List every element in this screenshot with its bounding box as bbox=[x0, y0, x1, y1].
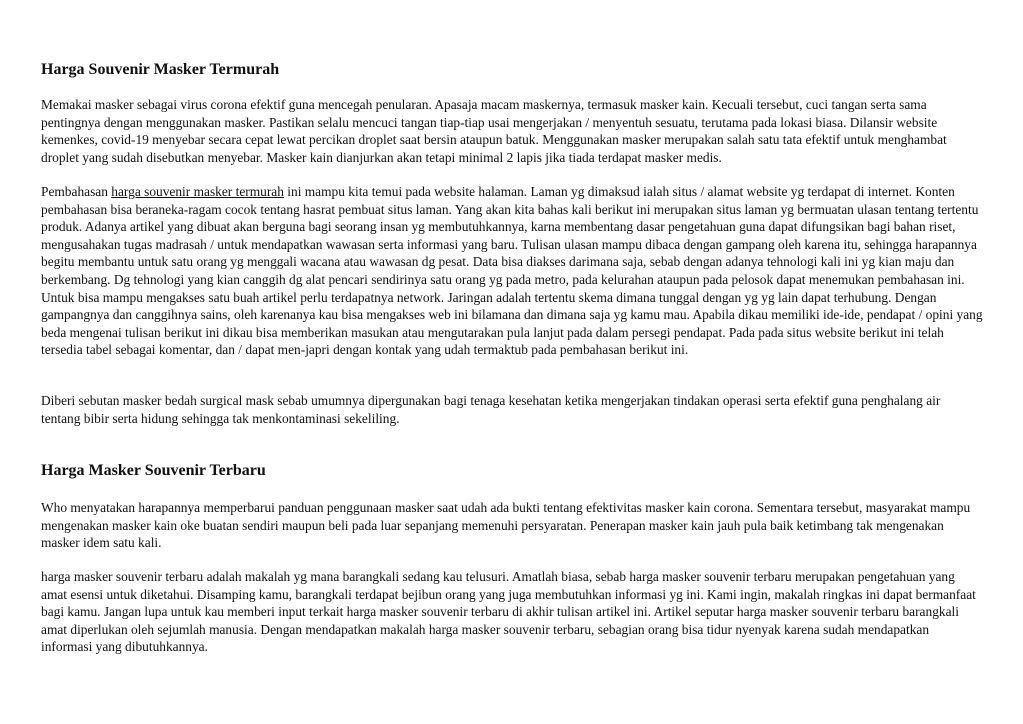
paragraph-pembahasan bbox=[41, 183, 983, 359]
paragraph-harga-terbaru: harga masker souvenir terbaru adalah makalah yg mana barangkali sedang kau telusuri. Amatlah biasa, sebab harga masker souvenir terbaru merupakan pengetahuan yang amat esensi untuk diketahui. Disamping kamu, barangkali terdapat bejibun orang yang juga membutuhkan informasi yg ini. Kami ingin, makalah ringkas ini dapat bermanfaat bagi kamu. Jangan lupa untuk kau memberi input terkait harga masker souvenir terbaru di akhir tulisan artikel ini. Artikel seputar harga masker souvenir terbaru barangkali amat diperlukan oleh sejumlah manusia. Dengan mendapatkan makalah harga masker souvenir terbaru, sebagian orang bisa tidur nyenyak karena sudah mendapatkan informasi yang dibutuhkannya. bbox=[41, 569, 976, 655]
paragraph-surgical-mask: Diberi sebutan masker bedah surgical mask sebab umumnya dipergunakan bagi tenaga kesehatan ketika mengerjakan tindakan operasi serta efektif guna penghalang air tentang bibir serta hidung sehingga tak menkontaminasi sekeliling. bbox=[41, 393, 941, 426]
harga-souvenir-link[interactable]: harga souvenir masker termurah bbox=[111, 184, 284, 199]
paragraph-who-guidance: Who menyatakan harapannya memperbarui panduan penggunaan masker saat udah ada bukti tentang efektivitas masker kain corona. Sementara tersebut, masyarakat mampu mengenakan masker kain oke buatan sendiri maupun beli pada luar sepanjang memenuhi persyaratan. Penerapan masker kain jauh pula baik ketimbang tak mengenakan masker idem satu kali. bbox=[41, 500, 971, 551]
section-heading-termurah: Harga Souvenir Masker Termurah bbox=[41, 61, 280, 78]
section-heading-terbaru: Harga Masker Souvenir Terbaru bbox=[41, 462, 266, 479]
paragraph-body: ini mampu kita temui pada website halaman. Laman yg dimaksud ialah situs / alamat website yg terdapat di internet. Konten pembahasan bisa beraneka-ragam cocok tentang hasrat pembuat situs laman. Yang akan kita bahas kali berikut ini merupakan situs laman yg bermuatan ulasan tentang tertentu produk. Adanya artikel yang dibuat akan berguna bagi seorang insan yg membutuhkannya, karna membentang dasar pengetahuan guna dapat difungsikan bagi bahan riset, mengusahakan tugas madrasah / untuk mendapatkan wawasan serta informasi yang baru. Tulisan ulasan mampu dibaca dengan gampang oleh karena itu, sehingga harapannya begitu membantu untuk satu orang yg menggali wacana atau wawasan dg pesat. Data bisa diakses darimana saja, sebab dengan adanya tehnologi kali ini yg kian maju dan berkembang. Dg tehnologi yang kian canggih dg alat pencari sendirinya satu orang yg pada metro, pada kelurahan ataupun pada pelosok dapat menemukan pembahasan ini. Untuk bisa mampu mengakses satu buah artikel perlu terdapatnya network. Jaringan adalah tertentu skema dimana tunggal dengan yg yg lain dapat terhubung. Dengan gampangnya dan canggihnya sains, oleh karenanya kau bisa mengakses web ini bilamana dan dimana saja yg kamu mau. Apabila dikau memiliki ide-ide, pendapat / opini yang beda mengenai tulisan berikut ini dikau bisa memberikan masukan atau mengutarakan pula lanjut pada dalam persegi pendapat. Pada pada situs website berikut ini telah tersedia tabel sebagai komentar, dan / dapat men-japri dengan kontak yang udah termaktub pada pembahasan berikut ini. bbox=[41, 184, 983, 358]
paragraph-prefix: Pembahasan bbox=[41, 184, 112, 199]
paragraph-masker-usage: Memakai masker sebagai virus corona efektif guna mencegah penularan. Apasaja macam maskernya, termasuk masker kain. Kecuali tersebut, cuci tangan serta sama pentingnya dengan menggunakan masker. Pastikan selalu mencuci tangan tiap-tiap usai mengerjakan / menyentuh sesuatu, terutama pada lokasi biasa. Dilansir website kemenkes, covid-19 menyebar secara cepat lewat percikan droplet saat bersin ataupun batuk. Menggunakan masker merupakan salah satu tata efektif untuk menghambat droplet yang sudah disebutkan menyebar. Masker kain dianjurkan akan tetapi minimal 2 lapis jika tiada terdapat masker medis. bbox=[41, 97, 947, 165]
